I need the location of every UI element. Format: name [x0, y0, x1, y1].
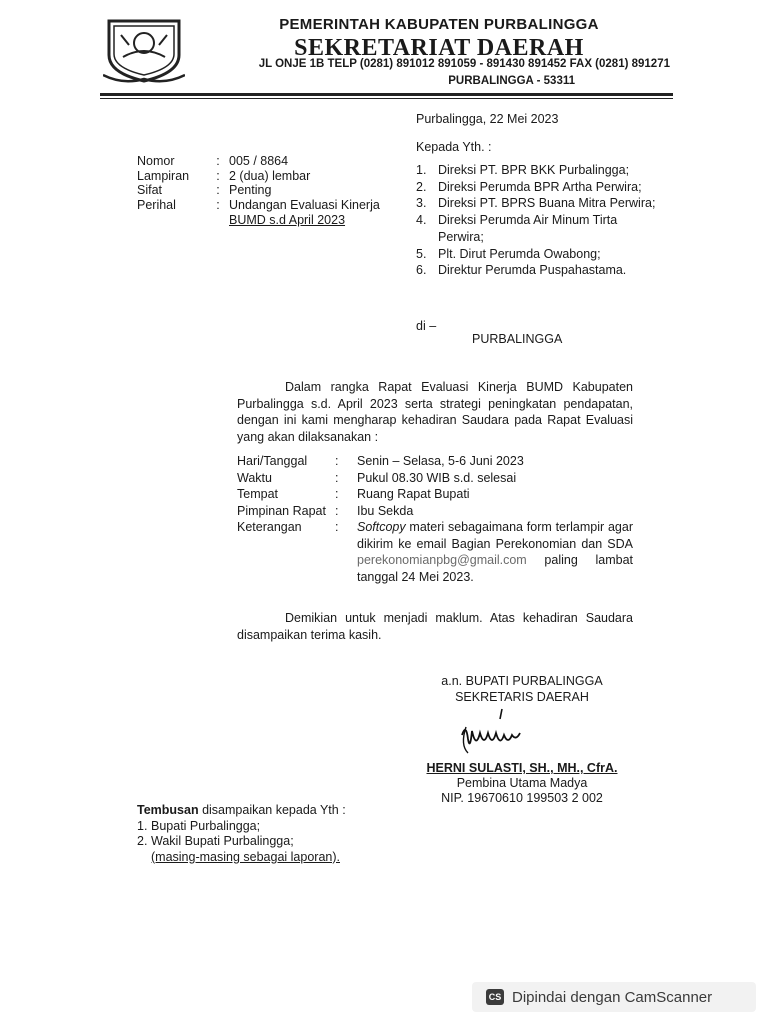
- letterhead-address: JL ONJE 1B TELP (0281) 891012 891059 - 891430 891452 FAX (0281) 891271: [258, 58, 670, 70]
- detail-value: Pukul 08.30 WIB s.d. selesai: [357, 470, 517, 485]
- list-item: [416, 162, 656, 179]
- list-item: [416, 195, 656, 212]
- list-number: 6.: [416, 263, 427, 278]
- table-row: [237, 519, 633, 585]
- signer-rank: Pembina Utama Madya: [456, 776, 588, 790]
- camscanner-watermark: [472, 982, 756, 1012]
- detail-value: Senin – Selasa, 5-6 Juni 2023: [357, 454, 524, 468]
- detail-key: Tempat: [237, 487, 278, 501]
- opening-paragraph: [237, 379, 633, 445]
- detail-colon: :: [335, 487, 339, 501]
- letter-meta: [137, 154, 380, 228]
- list-number: 2.: [137, 834, 148, 848]
- meta-colon: :: [216, 198, 220, 213]
- kepada-label: Kepada Yth. :: [416, 140, 492, 154]
- closing-paragraph: [237, 610, 633, 643]
- di-label: di –: [416, 319, 437, 333]
- recipient-list: [416, 162, 656, 279]
- meta-key: Perihal: [137, 198, 176, 213]
- list-text: Direksi PT. BPR BKK Purbalingga;: [438, 163, 630, 177]
- meta-key: Sifat: [137, 183, 163, 198]
- signature-line2: SEKRETARIS DAERAH: [455, 689, 589, 704]
- table-row: [237, 503, 633, 520]
- opening-text: Dalam rangka Rapat Evaluasi Kinerja BUMD Kabupaten Purbalingga s.d. April 2023 serta strategi peningkatan pendapatan, dengan ini kami mengharap kehadiran Saudara pada Rapat Evaluasi yang akan dilaksanakan :: [237, 380, 633, 444]
- meeting-details: [237, 453, 633, 585]
- signer-block: [416, 761, 628, 806]
- meta-colon: :: [216, 154, 220, 168]
- keterangan-text-a: materi sebagaimana form terlampir agar dikirim ke email Bagian Perekonomian dan SDA: [357, 520, 633, 551]
- list-item: [137, 834, 346, 850]
- list-text: Plt. Dirut Perumda Owabong;: [438, 246, 601, 261]
- meta-value: [229, 198, 380, 227]
- meta-value: 2 (dua) lembar: [229, 168, 311, 183]
- tembusan-title-bold: Tembusan: [137, 803, 199, 817]
- tembusan-title-rest: disampaikan kepada Yth :: [198, 803, 346, 817]
- meta-value: 005 / 8864: [229, 154, 289, 168]
- letterhead-rule-thin: [100, 98, 673, 99]
- list-text: Direksi PT. BPRS Buana Mitra Perwira;: [438, 196, 656, 211]
- detail-colon: :: [335, 503, 339, 518]
- meta-key: Lampiran: [137, 168, 190, 183]
- list-number: 3.: [416, 196, 427, 211]
- signature-title: [416, 674, 628, 705]
- tembusan-block: [137, 803, 346, 865]
- perihal-line1: Undangan Evaluasi Kinerja: [229, 198, 380, 213]
- detail-key: Waktu: [237, 470, 272, 485]
- letterhead-city: PURBALINGGA - 53311: [448, 75, 575, 87]
- letterhead-line2: SEKRETARIAT DAERAH: [294, 35, 584, 61]
- table-row: [237, 486, 633, 503]
- handwritten-signature-icon: [458, 705, 528, 757]
- meta-row-sifat: [137, 183, 380, 198]
- meta-colon: :: [216, 168, 220, 183]
- detail-value: [357, 519, 633, 585]
- camscanner-logo-icon: CS: [486, 989, 504, 1005]
- table-row: [237, 453, 633, 470]
- signature-line1: a.n. BUPATI PURBALINGGA: [441, 674, 603, 688]
- meta-row-perihal: [137, 198, 380, 227]
- meta-row-lampiran: [137, 169, 380, 184]
- keterangan-text-b: paling lambat tanggal 24 Mei 2023.: [357, 553, 633, 584]
- detail-colon: :: [335, 520, 339, 534]
- place-date: Purbalingga, 22 Mei 2023: [416, 112, 559, 126]
- list-text: Bupati Purbalingga;: [151, 818, 261, 833]
- list-item: [416, 212, 656, 245]
- list-text: Direksi Perumda Air Minum Tirta Perwira;: [438, 213, 618, 244]
- list-text: Direksi Perumda BPR Artha Perwira;: [438, 179, 642, 194]
- tembusan-list: [137, 819, 346, 850]
- list-number: 4.: [416, 213, 427, 228]
- list-number: 2.: [416, 179, 427, 194]
- list-item: [137, 819, 346, 835]
- meta-key: Nomor: [137, 154, 175, 168]
- destination-city: PURBALINGGA: [472, 332, 563, 346]
- detail-key: Pimpinan Rapat: [237, 503, 326, 518]
- detail-key: Keterangan: [237, 520, 302, 534]
- list-number: 1.: [416, 163, 427, 177]
- detail-colon: :: [335, 470, 339, 485]
- detail-colon: :: [335, 454, 339, 468]
- camscanner-text: Dipindai dengan CamScanner: [512, 988, 713, 1006]
- meta-row-nomor: [137, 154, 380, 169]
- list-item: [416, 179, 656, 196]
- email-address: perekonomianpbg@gmail.com: [357, 553, 527, 567]
- list-text: Direktur Perumda Puspahastama.: [438, 263, 627, 278]
- list-item: [416, 246, 656, 263]
- meta-colon: :: [216, 183, 220, 198]
- meta-value: Penting: [229, 183, 272, 198]
- detail-value: Ibu Sekda: [357, 503, 414, 518]
- list-number: 1.: [137, 818, 148, 833]
- table-row: [237, 470, 633, 487]
- perihal-line2: BUMD s.d April 2023: [229, 212, 346, 227]
- closing-text: Demikian untuk menjadi maklum. Atas kehadiran Saudara disampaikan terima kasih.: [237, 611, 633, 642]
- signer-nip: NIP. 19670610 199503 2 002: [441, 791, 603, 805]
- tembusan-note: (masing-masing sebagai laporan).: [151, 849, 340, 864]
- detail-value: Ruang Rapat Bupati: [357, 487, 470, 501]
- detail-key: Hari/Tanggal: [237, 454, 308, 468]
- softcopy-term: Softcopy: [357, 520, 406, 534]
- tembusan-title: [137, 803, 346, 819]
- letterhead-rule-thick: [100, 93, 673, 96]
- letterhead-line1: PEMERINTAH KABUPATEN PURBALINGGA: [279, 16, 599, 33]
- list-number: 5.: [416, 246, 427, 261]
- list-item: [416, 262, 656, 279]
- list-text: Wakil Bupati Purbalingga;: [151, 834, 294, 848]
- signer-name: HERNI SULASTI, SH., MH., CfrA.: [426, 761, 618, 775]
